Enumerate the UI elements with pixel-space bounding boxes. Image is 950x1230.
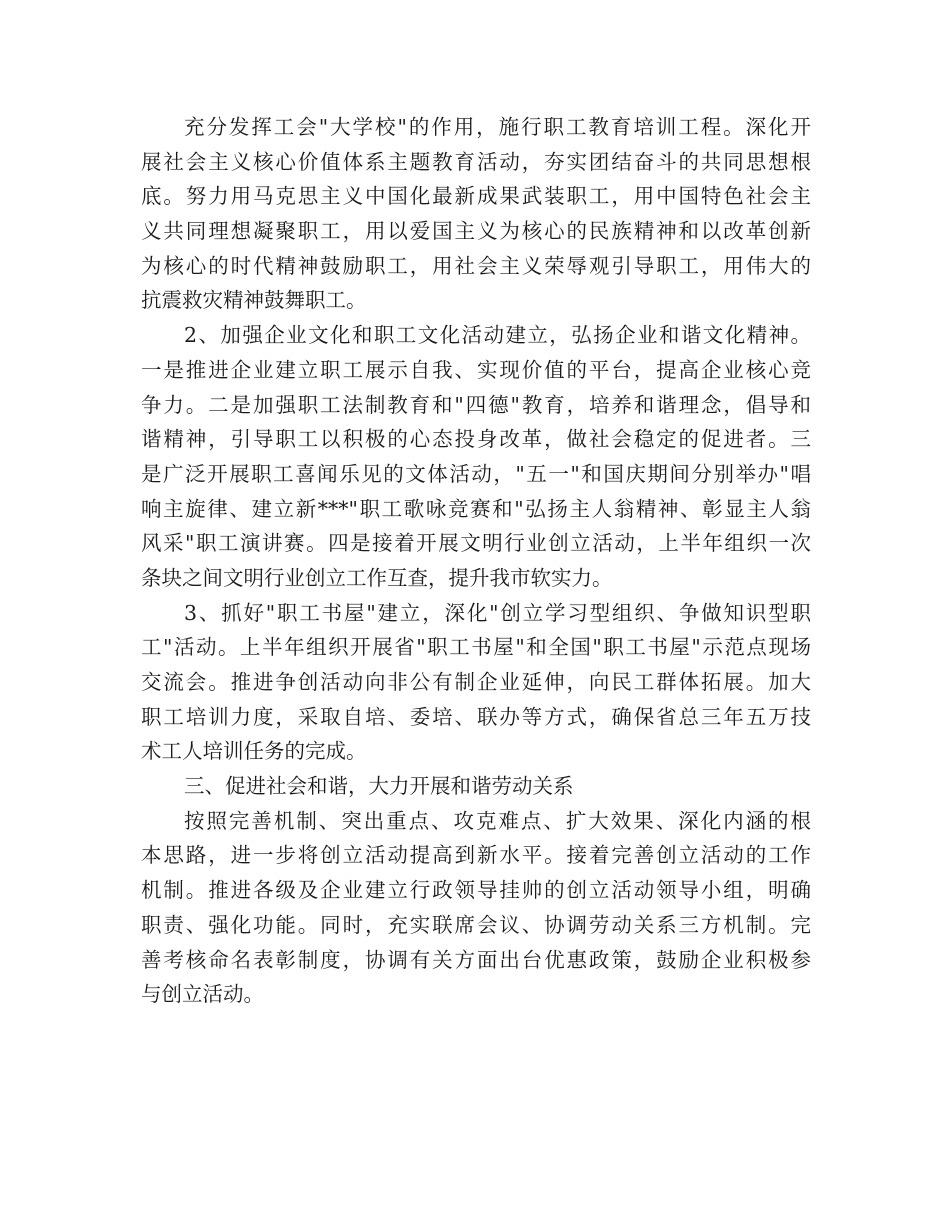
text-line: 为核心的时代精神鼓励职工，用社会主义荣辱观引导职工，用伟大的	[141, 253, 811, 278]
text-line: 义共同理想凝聚职工，用以爱国主义为核心的民族精神和以改革创新	[141, 219, 811, 244]
text-line: 底。努力用马克思主义中国化最新成果武装职工，用中国特色社会主	[141, 184, 811, 209]
text-line: 3、抓好"职工书屋"建立，深化"创立学习型组织、争做知识型职	[184, 600, 811, 625]
text-line: 术工人培训任务的完成。	[141, 739, 367, 764]
text-line: 充分发挥工会"大学校"的作用，施行职工教育培训工程。深化开	[184, 115, 811, 139]
document-body	[141, 110, 811, 1012]
text-line: 与创立活动。	[141, 982, 264, 1007]
paragraph-2	[141, 318, 811, 596]
text-line: 交流会。推进争创活动向非公有制企业延伸，向民工群体拓展。加大	[141, 670, 811, 694]
paragraph-5	[141, 804, 811, 1012]
text-line: 机制。推进各级及企业建立行政领导挂帅的创立活动领导小组，明确	[141, 878, 811, 903]
text-line: 抗震救灾精神鼓舞职工。	[141, 288, 367, 313]
text-line: 是广泛开展职工喜闻乐见的文体活动，"五一"和国庆期间分别举办"唱	[141, 461, 811, 486]
text-line: 风采"职工演讲赛。四是接着开展文明行业创立活动，上半年组织一次	[141, 531, 811, 556]
text-line: 职工培训力度，采取自培、委培、联办等方式，确保省总三年五万技	[141, 704, 811, 729]
paragraph-1	[141, 110, 811, 318]
text-line: 条块之间文明行业创立工作互查，提升我市软实力。	[141, 565, 613, 590]
text-line: 争力。二是加强职工法制教育和"四德"教育，培养和谐理念，倡导和	[141, 392, 811, 417]
text-line: 本思路，进一步将创立活动提高到新水平。接着完善创立活动的工作	[141, 843, 811, 868]
text-line: 一是推进企业建立职工展示自我、实现价值的平台，提高企业核心竞	[141, 357, 811, 382]
text-line: 谐精神，引导职工以积极的心态投身改革，做社会稳定的促进者。三	[141, 427, 811, 452]
text-line: 展社会主义核心价值体系主题教育活动，夯实团结奋斗的共同思想根	[141, 149, 811, 174]
section-heading	[141, 769, 811, 804]
paragraph-3	[141, 596, 811, 769]
text-line: 职责、强化功能。同时，充实联席会议、协调劳动关系三方机制。完	[141, 912, 811, 937]
text-line: 响主旋律、建立新***"职工歌咏竞赛和"弘扬主人翁精神、彰显主人翁	[141, 496, 811, 521]
section-heading-text: 三、促进社会和谐，大力开展和谐劳动关系	[184, 774, 574, 799]
text-line: 按照完善机制、突出重点、攻克难点、扩大效果、深化内涵的根	[184, 808, 811, 833]
text-line: 2、加强企业文化和职工文化活动建立，弘扬企业和谐文化精神。	[184, 323, 811, 348]
text-line: 善考核命名表彰制度，协调有关方面出台优惠政策，鼓励企业积极参	[141, 947, 811, 972]
text-line: 工"活动。上半年组织开展省"职工书屋"和全国"职工书屋"示范点现场	[141, 635, 811, 660]
